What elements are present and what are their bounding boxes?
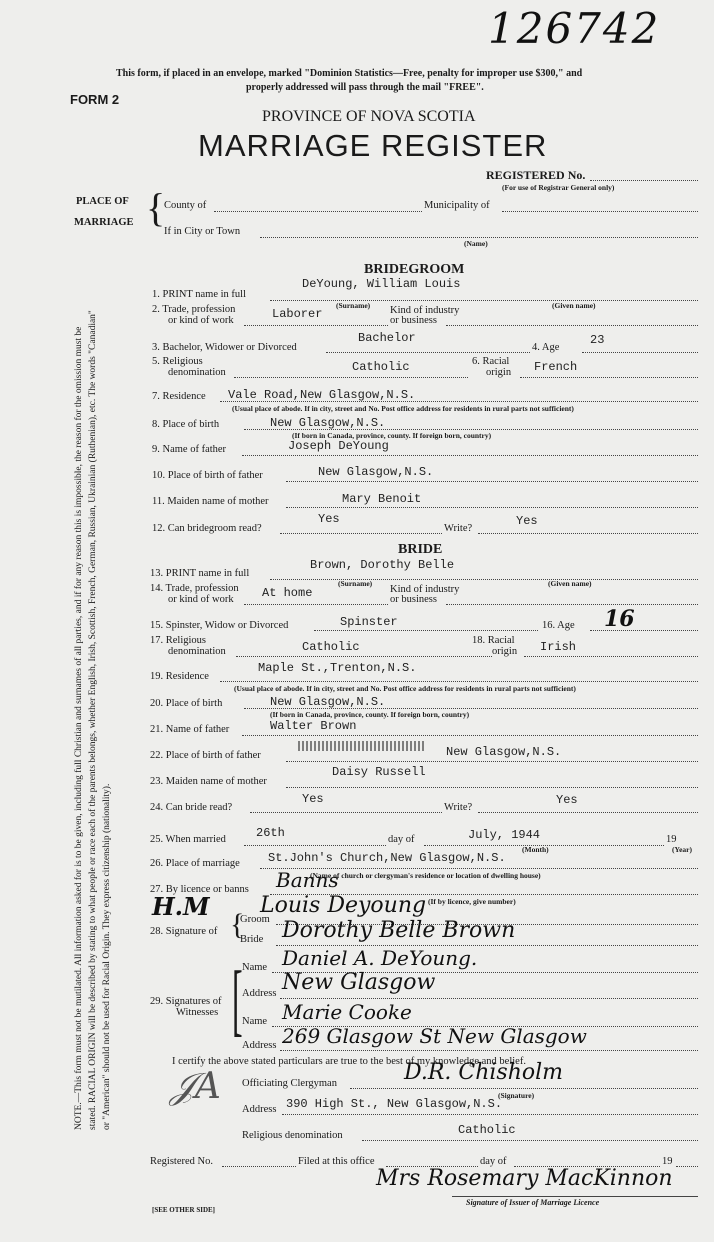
groom-industry-label-1: Kind of industry — [390, 305, 460, 316]
licence-value: Banns — [276, 868, 339, 892]
when-day: 26th — [256, 826, 285, 840]
groom-father-birth-label: 10. Place of birth of father — [152, 470, 263, 481]
licence-label: 27. By licence or banns — [150, 884, 249, 895]
bride-father-line — [242, 735, 698, 736]
place-label-2: MARRIAGE — [74, 217, 134, 228]
groom-religion-line — [234, 377, 468, 378]
initials-mark: H.M — [152, 892, 210, 921]
groom-mother-line — [286, 507, 698, 508]
place-of-marriage-label: 26. Place of marriage — [150, 858, 240, 869]
witness1-address: New Glasgow — [282, 970, 436, 995]
witness2-address: 269 Glasgow St New Glasgow — [282, 1024, 587, 1048]
city-label: If in City or Town — [164, 226, 241, 237]
certify-statement: I certify the above stated particulars are true to the best of my knowledge and belief. — [172, 1056, 526, 1067]
groom-father-birth-line — [286, 481, 698, 482]
groom-birthplace-note: (If born in Canada, province, county. If foreign born, country) — [292, 431, 492, 440]
when-year-prefix: 19 — [666, 834, 677, 845]
when-month: July, 1944 — [468, 828, 541, 842]
witness-brace: [ — [232, 956, 243, 1044]
groom-industry-label-2: or business — [390, 315, 437, 326]
witness1-name-label: Name — [242, 962, 268, 973]
groom-write: Yes — [516, 514, 538, 528]
clergy-address-label: Address — [242, 1104, 277, 1115]
bride-write-label: Write? — [444, 802, 473, 813]
groom-read-label: 12. Can bridegroom read? — [152, 523, 262, 534]
witness2-name-label: Name — [242, 1016, 268, 1027]
clergy-religion-line — [362, 1140, 698, 1141]
bride-industry-label-1: Kind of industry — [390, 584, 460, 595]
county-line — [214, 211, 422, 212]
bride-read-label: 24. Can bride read? — [150, 802, 233, 813]
bride-residence-note: (Usual place of abode. If in city, street and No. Post office address for residents in rural parts not sufficient) — [234, 684, 576, 693]
bride-religion-label-1: 17. Religious — [150, 635, 207, 646]
bride-age-label: 16. Age — [542, 620, 575, 631]
groom-age-line — [582, 352, 698, 353]
bride-mother-label: 23. Maiden name of mother — [150, 776, 267, 787]
bride-father-birth-line — [286, 761, 698, 762]
bride-racial: Irish — [540, 640, 577, 654]
bride-signature: Dorothy Belle Brown — [282, 918, 516, 943]
groom-father: Joseph DeYoung — [288, 439, 389, 453]
witness2-address-label: Address — [242, 1040, 277, 1051]
witness2-name: Marie Cooke — [282, 1000, 412, 1024]
groom-read-line — [280, 533, 442, 534]
groom-surname-note: (Surname) — [336, 301, 371, 310]
bride-racial-label-2: origin — [492, 646, 518, 657]
stamp-mark: 𝒥A — [170, 1066, 221, 1107]
bride-status-line — [314, 630, 538, 631]
bride-father: Walter Brown — [270, 719, 357, 733]
groom-name-label: 1. PRINT name in full — [152, 289, 247, 300]
registered-no-line — [590, 180, 698, 181]
witness1-address-line — [280, 998, 698, 999]
bride-status-label: 15. Spinster, Widow or Divorced — [150, 620, 289, 631]
groom-racial-line — [520, 377, 698, 378]
bride-read-line — [250, 812, 442, 813]
issuer-note: Signature of Issuer of Marriage Licence — [466, 1198, 600, 1207]
bride-father-birth: New Glasgow,N.S. — [446, 745, 562, 759]
groom-racial-label-1: 6. Racial — [472, 356, 510, 367]
groom-given-note: (Given name) — [552, 301, 596, 310]
bride-religion: Catholic — [302, 640, 360, 654]
groom-signature-label: Groom — [240, 914, 270, 925]
bride-residence-line — [220, 681, 698, 682]
clergyman-note: (Signature) — [498, 1091, 535, 1100]
clergy-address: 390 High St., New Glasgow,N.S. — [286, 1097, 503, 1111]
issuer-signature: Mrs Rosemary MacKinnon — [376, 1166, 673, 1191]
city-name-note: (Name) — [464, 239, 488, 248]
bride-industry-line — [446, 604, 698, 605]
filed-label: Filed at this office — [298, 1156, 375, 1167]
municipality-line — [502, 211, 698, 212]
groom-residence-note: (Usual place of abode. If in city, street and No. Post office address for residents in rural parts not sufficient) — [232, 404, 574, 413]
bride-father-birth-label: 22. Place of birth of father — [150, 750, 261, 761]
clergyman-label: Officiating Clergyman — [242, 1078, 337, 1089]
clergyman-signature: D.R. Chisholm — [404, 1060, 564, 1085]
clergy-religion: Catholic — [458, 1123, 516, 1137]
bride-surname-note: (Surname) — [338, 579, 373, 588]
bridegroom-heading: BRIDEGROOM — [364, 262, 465, 277]
bride-trade-label-2: or kind of work — [168, 594, 234, 605]
registered-no-footer-line — [222, 1166, 296, 1167]
register-number: 126742 — [488, 4, 661, 53]
groom-racial-label-2: origin — [486, 367, 512, 378]
groom-birthplace-label: 8. Place of birth — [152, 419, 220, 430]
groom-mother-label: 11. Maiden name of mother — [152, 496, 269, 507]
witness-label-1: 29. Signatures of — [150, 996, 222, 1007]
registered-no-label: REGISTERED No. — [486, 168, 586, 182]
bride-birthplace-label: 20. Place of birth — [150, 698, 223, 709]
postal-notice-line2: properly addressed will pass through the mail "FREE". — [246, 82, 484, 93]
groom-read: Yes — [318, 512, 340, 526]
filed-day-of-label: day of — [480, 1156, 507, 1167]
city-line — [260, 237, 698, 238]
bride-birthplace: New Glasgow,N.S. — [270, 695, 386, 709]
bride-birthplace-note: (If born in Canada, province, county. If foreign born, country) — [270, 710, 470, 719]
groom-age: 23 — [590, 333, 605, 347]
bride-racial-label-1: 18. Racial — [472, 635, 515, 646]
bride-name: Brown, Dorothy Belle — [310, 558, 455, 572]
clergy-religion-label: Religious denomination — [242, 1130, 343, 1141]
groom-religion-label-1: 5. Religious — [152, 356, 203, 367]
groom-birthplace: New Glasgow,N.S. — [270, 416, 386, 430]
groom-name-line — [270, 300, 698, 301]
bride-name-label: 13. PRINT name in full — [150, 568, 250, 579]
groom-status-line — [326, 352, 530, 353]
bride-signature-label: Bride — [240, 934, 264, 945]
bride-trade-line — [244, 604, 388, 605]
signature-of-label: 28. Signature of — [150, 926, 218, 937]
groom-trade-label-1: 2. Trade, profession — [152, 304, 236, 315]
groom-trade-label-2: or kind of work — [168, 315, 234, 326]
filed-year-prefix: 19 — [662, 1156, 673, 1167]
clergyman-line — [350, 1088, 698, 1089]
groom-father-birth: New Glasgow,N.S. — [318, 465, 434, 479]
when-married-label: 25. When married — [150, 834, 226, 845]
groom-write-label: Write? — [444, 523, 473, 534]
groom-religion: Catholic — [352, 360, 410, 374]
when-month-note: (Month) — [522, 845, 549, 854]
county-label: County of — [164, 200, 207, 211]
groom-status: Bachelor — [358, 331, 416, 345]
bride-name-line — [270, 579, 698, 580]
bride-trade: At home — [262, 586, 313, 600]
groom-racial: French — [534, 360, 578, 374]
place-brace: { — [146, 185, 166, 230]
registrar-note: (For use of Registrar General only) — [502, 183, 615, 192]
bride-given-note: (Given name) — [548, 579, 592, 588]
groom-status-label: 3. Bachelor, Widower or Divorced — [152, 342, 297, 353]
groom-signature: Louis Deyoung — [260, 893, 427, 918]
bride-write-line — [478, 812, 698, 813]
groom-trade-line — [244, 325, 388, 326]
groom-father-line — [242, 455, 698, 456]
see-other-side: [SEE OTHER SIDE] — [152, 1206, 216, 1214]
form-title: MARRIAGE REGISTER — [198, 128, 548, 163]
groom-father-label: 9. Name of father — [152, 444, 227, 455]
filed-year-line — [676, 1166, 698, 1167]
groom-residence: Vale Road,New Glasgow,N.S. — [228, 388, 416, 402]
place-of-marriage: St.John's Church,New Glasgow,N.S. — [268, 851, 506, 865]
clergy-address-line — [282, 1114, 698, 1115]
municipality-label: Municipality of — [424, 200, 490, 211]
groom-write-line — [478, 533, 698, 534]
place-of-marriage-note: (Name of church or clergyman's residence or location of dwelling house) — [310, 871, 541, 880]
bride-religion-label-2: denomination — [168, 646, 226, 657]
groom-age-label: 4. Age — [532, 342, 560, 353]
witness-label-2: Witnesses — [176, 1007, 219, 1018]
bride-write: Yes — [556, 793, 578, 807]
witness2-address-line — [280, 1050, 698, 1051]
groom-religion-label-2: denomination — [168, 367, 226, 378]
bride-mother: Daisy Russell — [332, 765, 426, 779]
postal-notice-line1: This form, if placed in an envelope, marked "Dominion Statistics—Free, penalty for improper use $300," and — [116, 68, 583, 79]
witness1-address-label: Address — [242, 988, 277, 999]
bride-age: 16 — [604, 606, 635, 632]
groom-name: DeYoung, William Louis — [302, 277, 461, 291]
bride-father-birth-strikeout — [298, 741, 426, 751]
bride-read: Yes — [302, 792, 324, 806]
when-year-note: (Year) — [672, 845, 692, 854]
bride-industry-label-2: or business — [390, 594, 437, 605]
licence-note: (If by licence, give number) — [428, 897, 516, 906]
bride-status: Spinster — [340, 615, 398, 629]
signature-brace: { — [230, 908, 245, 941]
when-day-of-label: day of — [388, 834, 415, 845]
groom-industry-line — [446, 325, 698, 326]
registered-no-footer-label: Registered No. — [150, 1156, 213, 1167]
groom-residence-label: 7. Residence — [152, 391, 206, 402]
issuer-line — [452, 1196, 698, 1197]
bride-religion-line — [236, 656, 492, 657]
bride-racial-line — [524, 656, 698, 657]
bride-father-label: 21. Name of father — [150, 724, 230, 735]
bride-residence: Maple St.,Trenton,N.S. — [258, 661, 417, 675]
groom-mother: Mary Benoit — [342, 492, 422, 506]
when-day-line — [244, 845, 386, 846]
bride-residence-label: 19. Residence — [150, 671, 209, 682]
province-heading: PROVINCE OF NOVA SCOTIA — [262, 108, 476, 125]
place-label-1: PLACE OF — [76, 196, 129, 207]
witness1-name: Daniel A. DeYoung. — [282, 946, 478, 970]
bride-mother-line — [286, 787, 698, 788]
groom-trade: Laborer — [272, 307, 323, 321]
form-number: FORM 2 — [70, 92, 120, 107]
bride-trade-label-1: 14. Trade, profession — [150, 583, 239, 594]
sidebar-note: NOTE.—This form must not be mutilated. All information asked for is to be given, including full Christian and surnames of all parties, and if for any reason this is impossible, the reason for the omission must be stated. RACIAL ORIGIN will be described by stating to what people or race each of the parents belongs, whether English, Irish, Scottish, French, German, Russian, Ukrainian (Ruthenian), etc. The words "Canadian" or "American" should not be used for Racial Origin. They express citizenship (nationality). — [74, 310, 112, 1130]
bride-heading: BRIDE — [398, 542, 443, 557]
